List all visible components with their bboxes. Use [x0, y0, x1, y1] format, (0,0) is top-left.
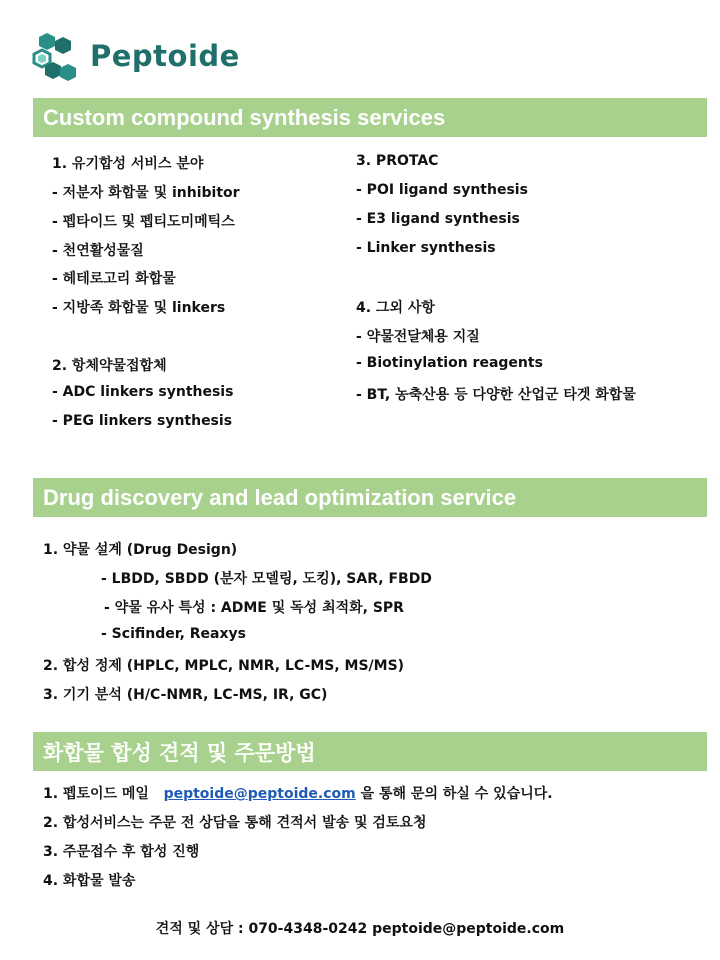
list-item: - BT, 농축산용 등 다양한 산업군 타겟 화합물 [356, 387, 636, 403]
list-item: - 천연활성물질 [52, 243, 144, 259]
list-item: - 약물전달체용 지질 [356, 329, 480, 345]
contact-line [43, 783, 553, 803]
list-heading: 3. 기기 분석 (H/C-NMR, LC-MS, IR, GC) [43, 687, 328, 703]
list-heading: 1. 유기합성 서비스 분야 [52, 156, 204, 172]
list-item: - E3 ligand synthesis [356, 211, 520, 227]
list-item: - Scifinder, Reaxys [101, 626, 246, 642]
list-heading: 1. 약물 설계 (Drug Design) [43, 542, 238, 558]
list-item: - POI ligand synthesis [356, 182, 528, 198]
list-item: - 지방족 화합물 및 linkers [52, 300, 226, 316]
section-title: 화합물 합성 견적 및 주문방법 [43, 740, 316, 765]
list-heading: 3. PROTAC [356, 153, 439, 169]
list-item: - 헤테로고리 화합물 [52, 271, 176, 287]
section-banner-custom-synthesis [33, 98, 707, 137]
brand-name: Peptoide [90, 39, 240, 73]
section-title: Drug discovery and lead optimization service [43, 484, 517, 510]
list-item: - ADC linkers synthesis [52, 384, 234, 400]
list-heading: 2. 합성 정제 (HPLC, MPLC, NMR, LC-MS, MS/MS) [43, 658, 405, 674]
list-text: 1. 펩토이드 메일 [43, 786, 149, 802]
list-item: - 펩타이드 및 펩티도미메틱스 [52, 214, 235, 230]
list-item: - Biotinylation reagents [356, 355, 543, 371]
list-heading: 4. 그외 사항 [356, 300, 435, 316]
email-link[interactable]: peptoide@peptoide.com [163, 786, 356, 802]
list-text: 을 통해 문의 하실 수 있습니다. [360, 786, 553, 802]
list-item: - PEG linkers synthesis [52, 413, 233, 429]
list-item: 3. 주문접수 후 합성 진행 [43, 844, 200, 860]
hexagon-molecule-icon [30, 26, 84, 82]
list-item: 4. 화합물 발송 [43, 873, 136, 889]
section-title: Custom compound synthesis services [43, 104, 446, 130]
list-item: - 저분자 화합물 및 inhibitor [52, 185, 240, 201]
section-banner-drug-discovery [33, 478, 707, 517]
list-item: 2. 합성서비스는 주문 전 상담을 통해 견적서 발송 및 검토요청 [43, 815, 427, 831]
footer-contact: 견적 및 상담 : 070-4348-0242 peptoide@peptoide.com [155, 921, 565, 937]
list-item: - Linker synthesis [356, 240, 496, 256]
list-heading: 2. 항체약물접합체 [52, 358, 167, 374]
list-item: - 약물 유사 특성 : ADME 및 독성 최적화, SPR [104, 600, 404, 616]
section-banner-order-method [33, 732, 707, 771]
brand-logo [30, 26, 240, 82]
list-item: - LBDD, SBDD (분자 모델링, 도킹), SAR, FBDD [101, 571, 432, 587]
